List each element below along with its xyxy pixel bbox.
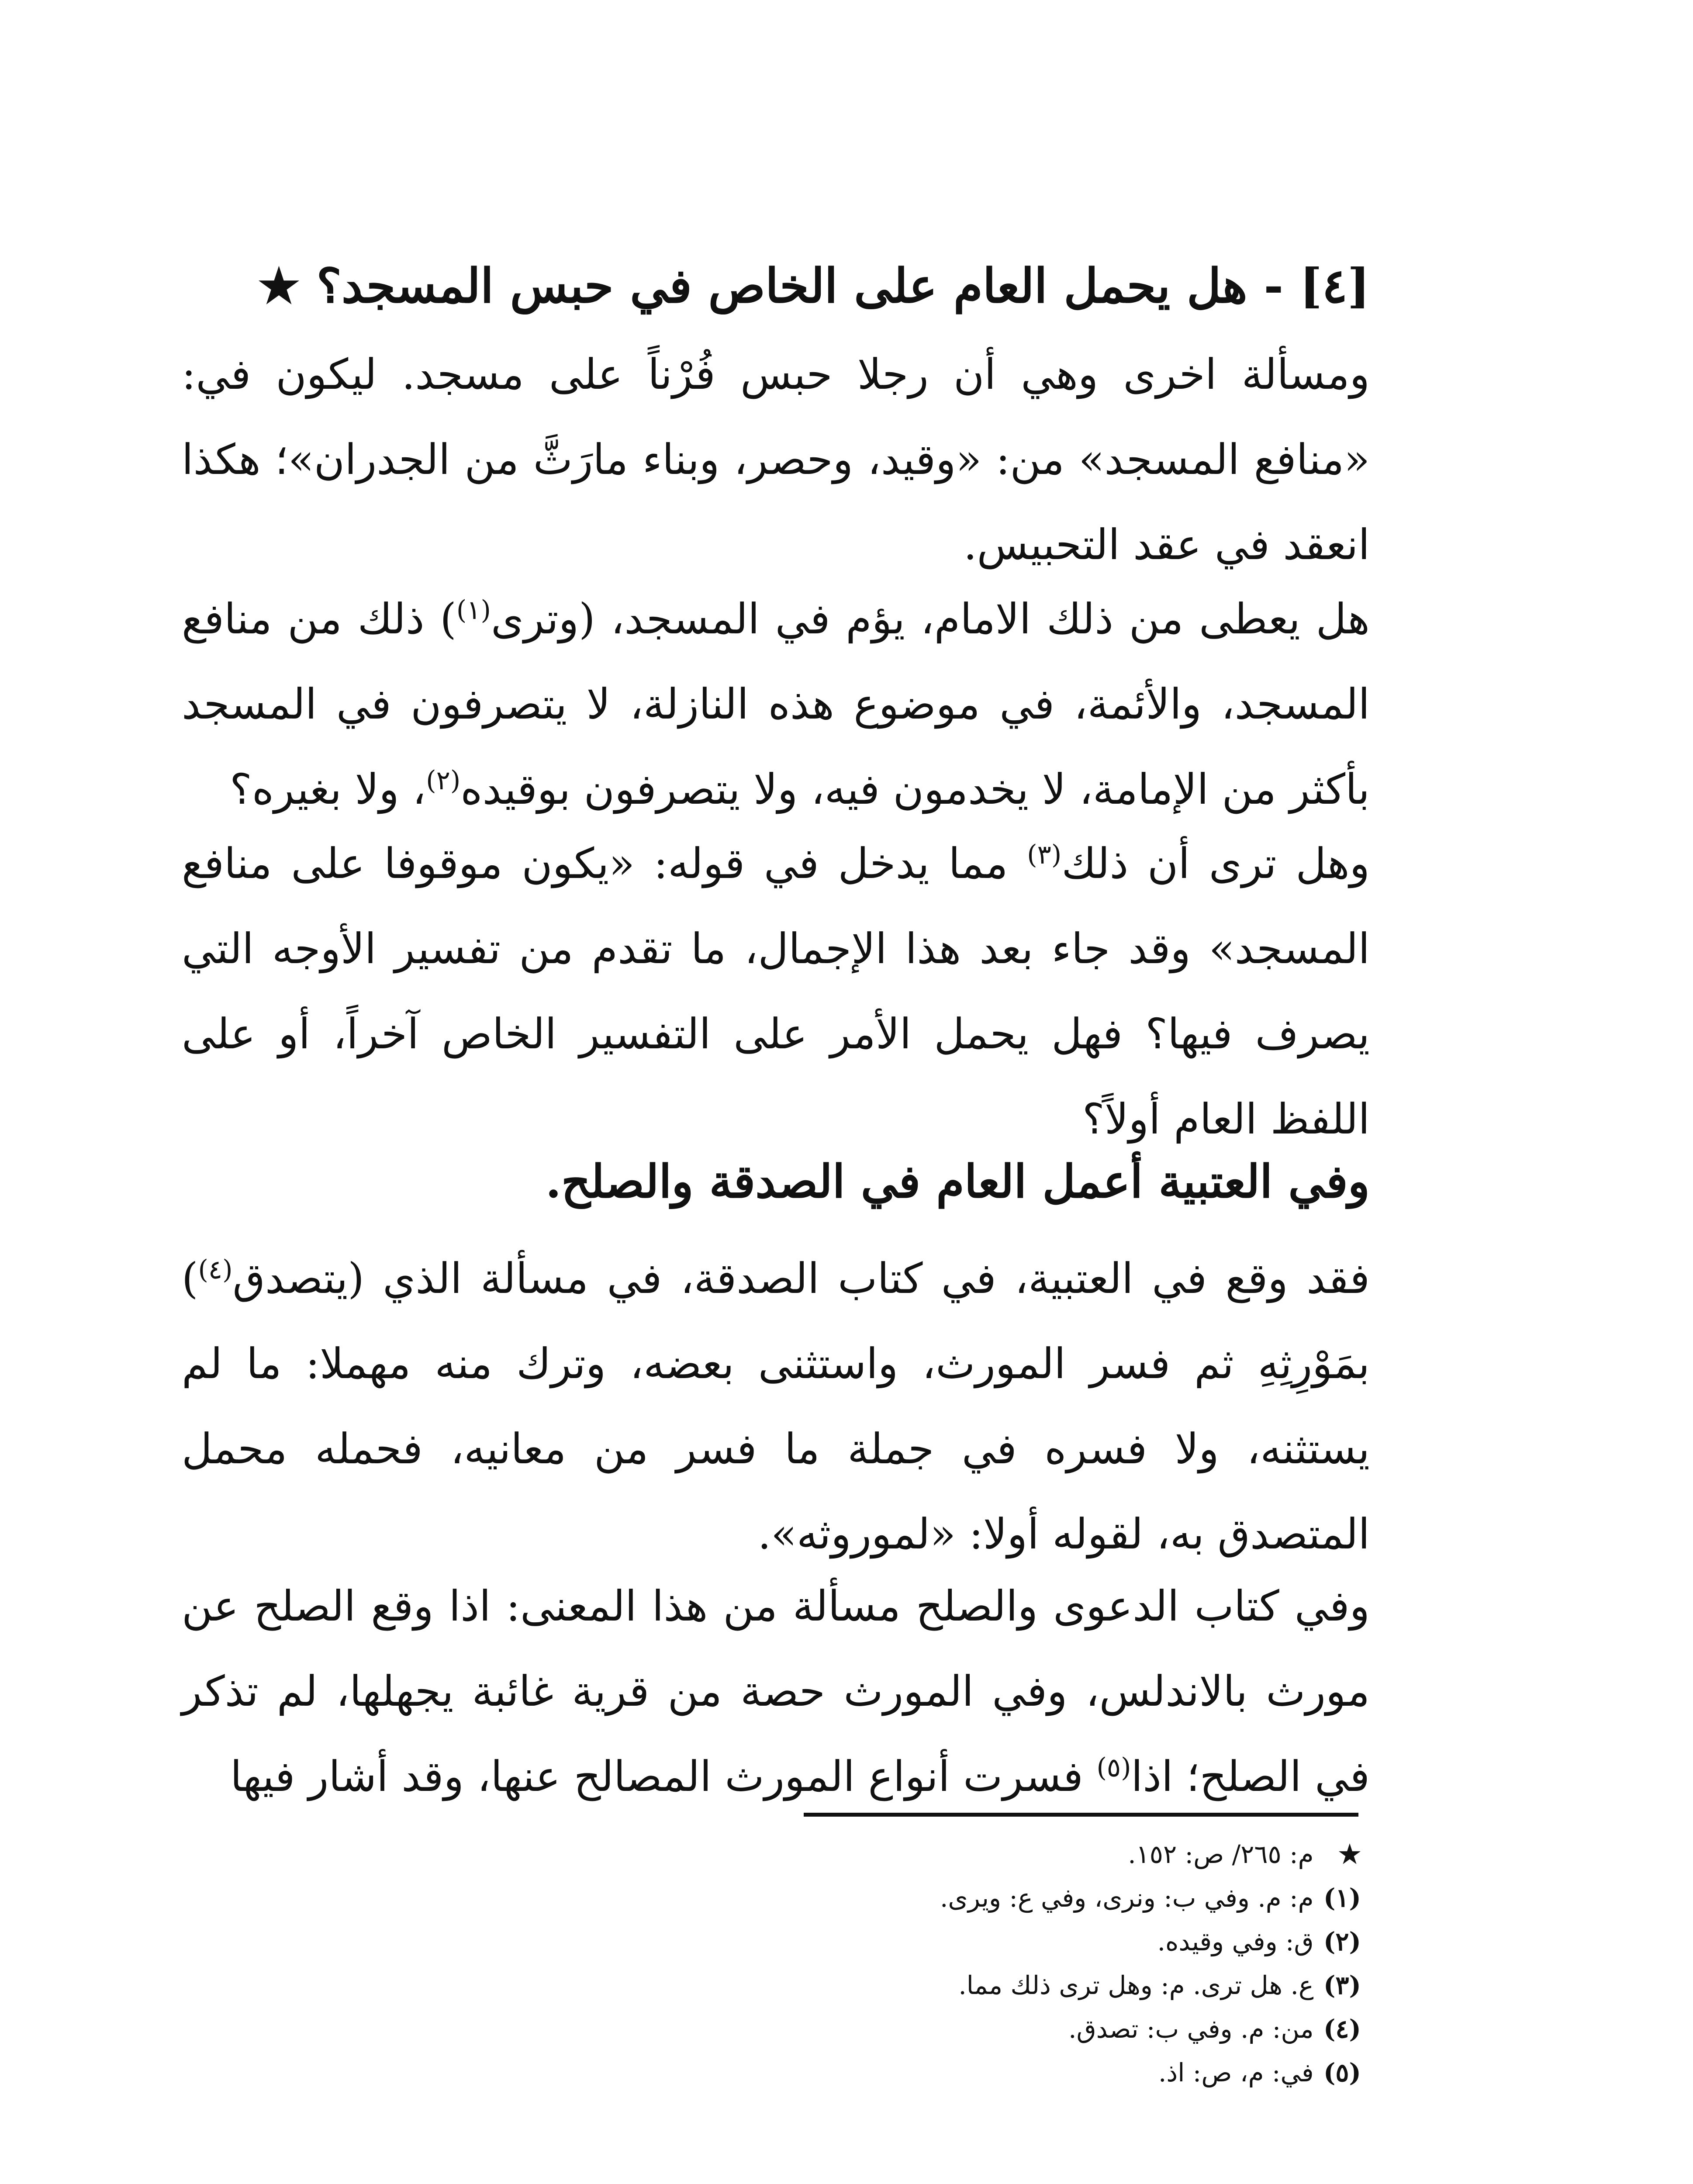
footnote-item: [750, 2051, 1361, 2094]
footnote-star-icon: ★: [1338, 1839, 1361, 1869]
footnote-text: في: م، ص: اذ.: [1158, 2058, 1314, 2087]
paragraph-5-text-b: فسرت أنواع المورث المصالح عنها، وقد أشار فيها: [230, 1752, 1097, 1801]
footnote-item: [750, 1920, 1361, 1963]
paragraph-5: [182, 1564, 1370, 1819]
footnote-item: [750, 1963, 1361, 2007]
footnotes: [750, 1832, 1361, 2094]
footnote-item: [750, 1876, 1361, 1920]
paragraph-2-text-c: ، ولا بغيره؟: [229, 765, 426, 814]
footnote-ref-5[interactable]: (٥): [1096, 1752, 1131, 1783]
paragraph-1: ومسألة اخرى وهي أن رجلا حبس فُرْناً على مسجد. ليكون في: «منافع المسجد» من: «وقيد، وحصر، وبناء مارَثَّ من الجدران»؛ هكذا انعقد في عقد التحبيس.: [182, 350, 1370, 569]
paragraph-4-text-b: ) بمَوْرِثِهِ ثم فسر المورث، واستثنى بعضه، وترك منه مهملا: ما لم يستثنه، ولا فسره في جملة ما فسر من معانيه، فحمله محمل المتصدق به، لقوله أولا: «لموروثه».: [182, 1254, 1370, 1559]
subheading: وفي العتبية أعمل العام في الصدقة والصلح.: [545, 1154, 1370, 1208]
footnote-text: ق: وفي وقيده.: [1157, 1927, 1314, 1956]
footnote-ref-4[interactable]: (٤): [198, 1254, 233, 1285]
footnote-divider: [804, 1813, 1358, 1817]
paragraph-4: [182, 1236, 1370, 1577]
footnote-mark: (٢): [1323, 1927, 1361, 1956]
footnote-text: ع. هل ترى. م: وهل ترى ذلك مما.: [958, 1970, 1314, 2000]
footnote-item: [750, 1832, 1361, 1876]
footnote-ref-3[interactable]: (٣): [1027, 840, 1062, 870]
section-heading: [٤] - هل يحمل العام على الخاص في حبس المسجد؟ ★: [258, 259, 1370, 314]
footnote-text: من: م. وفي ب: تصدق.: [1068, 2014, 1314, 2044]
footnote-ref-2[interactable]: (٢): [426, 765, 461, 796]
paragraph-3-text-b: مما يدخل في قوله: «يكون موقوفا على منافع المسجد» وقد جاء بعد هذا الإجمال، ما تقدم من تفسير الأوجه التي يصرف فيها؟ فهل يحمل الأمر على التفسير الخاص آخراً، أو على اللفظ العام أولاً؟: [182, 839, 1370, 1144]
paragraph-2-text-b: ) ذلك من منافع المسجد، والأئمة، في موضوع هذه النازلة، لا يتصرفون في المسجد بأكثر من الإمامة، لا يخدمون فيه، ولا يتصرفون بوقيده: [182, 594, 1370, 814]
footnote-text: م: ٢٦٥/ ص: ١٥٢.: [1128, 1839, 1314, 1869]
paragraph-2: [182, 577, 1370, 832]
paragraph-3: [182, 821, 1370, 1162]
footnote-mark: (٣): [1323, 1970, 1361, 2000]
paragraph-5-text-a: وفي كتاب الدعوى والصلح مسألة من هذا المعنى: اذا وقع الصلح عن مورث بالاندلس، وفي المورث حصة من قرية غائبة يجهلها، لم تذكر في الصلح؛ اذا: [182, 1582, 1370, 1801]
paragraph-3-text-a: وهل ترى أن ذلك: [1061, 839, 1370, 888]
footnote-item: [750, 2007, 1361, 2051]
footnote-mark: (١): [1323, 1883, 1361, 1913]
footnote-mark: (٤): [1323, 2014, 1361, 2044]
paragraph-4-text-a: فقد وقع في العتبية، في كتاب الصدقة، في مسألة الذي (يتصدق: [232, 1254, 1370, 1303]
footnote-mark: (٥): [1323, 2058, 1361, 2087]
footnote-text: م: م. وفي ب: ونرى، وفي ع: ويرى.: [940, 1883, 1314, 1913]
footnote-ref-1[interactable]: (١): [456, 595, 491, 625]
paragraph-2-text-a: هل يعطى من ذلك الامام، يؤم في المسجد، (وترى: [491, 594, 1370, 643]
